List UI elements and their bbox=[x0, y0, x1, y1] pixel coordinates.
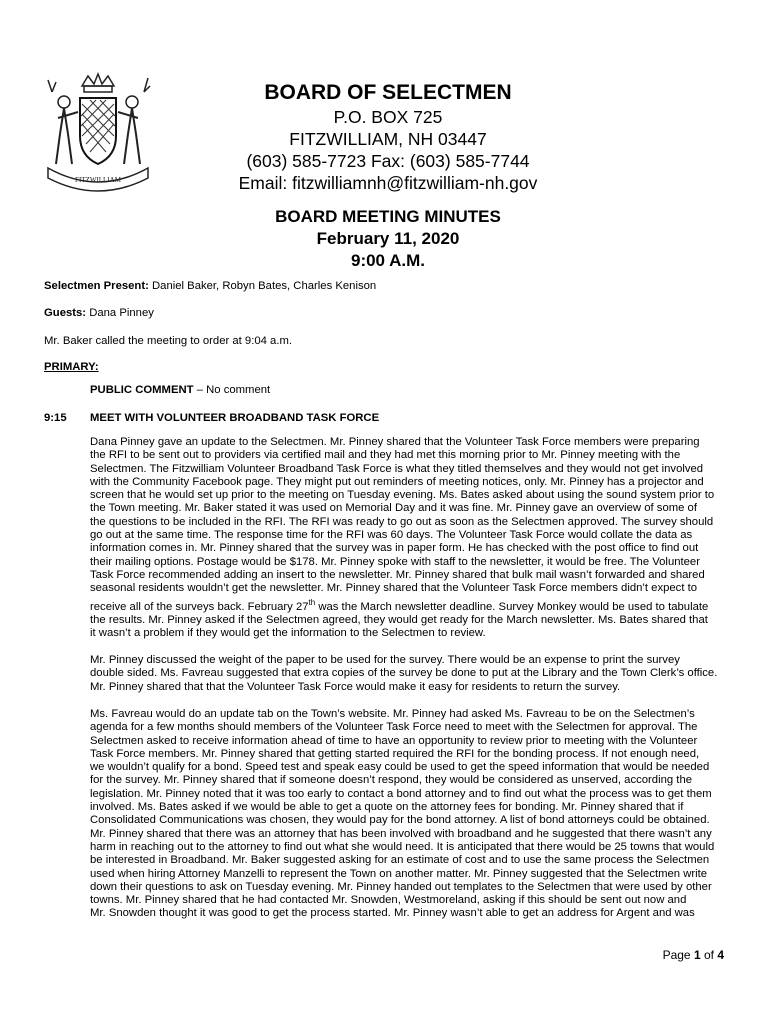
page-prefix: Page bbox=[662, 948, 694, 962]
paragraph-line: Ms. Favreau would do an update tab on the Town’s website. Mr. Pinney had asked Ms. Favreau to be on the Selectmen’s bbox=[90, 708, 695, 720]
paragraph-line: be interested in Broadband. Mr. Baker suggested asking for an estimate of cost and to use the same process the Selectmen bbox=[90, 854, 710, 867]
city-state: FITZWILLIAM, NH 03447 bbox=[289, 129, 487, 149]
town-seal-icon bbox=[38, 72, 158, 200]
paragraph-line: Consolidated Communications was chosen, they would pay for the bond attorney. A list of bond attorneys could be obtained. bbox=[90, 814, 710, 827]
paragraph-line: the Town meeting. Mr. Baker stated it was used on Memorial Day and it was fine. Mr. Pinney gave an overview of some of bbox=[90, 502, 697, 515]
paragraph-line: involved. Ms. Bates asked if we would be able to get a quote on the attorney fees for bonding. Mr. Pinney shared that if bbox=[90, 801, 684, 814]
letterhead bbox=[200, 80, 576, 272]
paragraph-line: screen that he would set up prior to the meeting on Tuesday evening. Ms. Bates asked about using the sound system prior to bbox=[90, 489, 715, 502]
paragraph-line: towns. Mr. Pinney shared that he had contacted Mr. Snowden, Westmoreland, asking if this should be sent out now and bbox=[90, 894, 687, 907]
paragraph-line: Dana Pinney gave an update to the Selectmen. Mr. Pinney shared that the Volunteer Task Force members were preparing bbox=[90, 436, 700, 448]
meeting-time: 9:00 A.M. bbox=[350, 251, 425, 270]
call-to-order: Mr. Baker called the meeting to order at 9:04 a.m. bbox=[44, 335, 293, 347]
paragraph-line: down their questions to ask on Tuesday evening. Mr. Pinney handed out templates to the Selectmen that were used by other bbox=[90, 880, 712, 893]
public-comment bbox=[90, 384, 270, 396]
phone-fax: (603) 585-7723 Fax: (603) 585-7744 bbox=[246, 151, 530, 171]
minutes-paragraph-3 bbox=[90, 708, 730, 921]
guests bbox=[44, 306, 154, 320]
public-comment-label: PUBLIC COMMENT bbox=[90, 384, 194, 396]
paragraph-line: legislation. Mr. Pinney noted that it was too early to contact a bond attorney and to find out what the process was to get them bbox=[90, 787, 712, 800]
paragraph-line: the RFI to be sent out to providers via certified mail and they had met this morning prior to Mr. Pinney meeting with the bbox=[90, 449, 681, 462]
paragraph-line: for the survey. Mr. Pinney shared that if someone doesn’t respond, they would be considered as unserved, according the bbox=[90, 774, 693, 787]
paragraph-line: Mr. Pinney shared that there was an attorney that has been involved with broadband and he suggested that there wasn’t any bbox=[90, 827, 712, 840]
paragraph-line: go out at the same time. The response time for the RFI was 60 days. The Volunteer Task Force would collate the data as bbox=[90, 529, 693, 542]
page-number bbox=[663, 948, 724, 962]
selectmen-names: Daniel Baker, Robyn Bates, Charles Kenison bbox=[152, 280, 377, 292]
page-sep: of bbox=[700, 948, 718, 962]
paragraph-line: used when hiring Attorney Manzelli to represent the Town on another matter. Mr. Pinney suggested that the Selectmen write bbox=[90, 867, 708, 880]
paragraph-line: Task Force members. Mr. Pinney shared that getting started required the RFI for the bonding process. If not enough need, bbox=[90, 747, 700, 760]
paragraph-line: Mr. Pinney shared that that the Volunteer Task Force would make it easy for residents to return the survey. bbox=[90, 680, 621, 693]
paragraph-line: their mailing options. Postage would be $178. Mr. Pinney spoke with staff to the newsletter, it would be free. The Volunteer bbox=[90, 555, 700, 568]
selectmen-present bbox=[44, 279, 376, 293]
paragraph-line: information comes in. Mr. Pinney shared that the survey was in paper form. He has checked with the post office to find out bbox=[90, 542, 699, 555]
paragraph-line: Mr. Pinney discussed the weight of the paper to be used for the survey. There would be an expense to print the survey bbox=[90, 654, 680, 666]
paragraph-line: double sided. Ms. Favreau suggested that extra copies of the survey be done to put at the Library and the Town Clerk’s office. bbox=[90, 667, 718, 680]
paragraph-line: Selectmen. The Fitzwilliam Volunteer Broadband Task Force is what they titled themselves and they would not get involved bbox=[90, 462, 704, 475]
svg-text:FITZWILLIAM: FITZWILLIAM bbox=[75, 176, 121, 184]
paragraph-line: agenda for a few months should members of the Volunteer Task Force need to meet with the Selectmen for approval. The bbox=[90, 721, 698, 734]
paragraph-line: we wouldn’t qualify for a bond. Speed test and speak easy could be used to get the speed information that would be needed bbox=[90, 761, 710, 774]
org-name: BOARD OF SELECTMEN bbox=[264, 81, 512, 104]
paragraph-line: Mr. Snowden thought it was good to get the process started. Mr. Pinney wasn’t able to get an address for Argent and was bbox=[90, 907, 695, 920]
paragraph-line: Selectmen asked to receive information ahead of time to have an opportunity to review prior to meeting with the Volunteer bbox=[90, 734, 698, 747]
selectmen-label: Selectmen Present: bbox=[44, 280, 149, 292]
paragraph-line: the questions to be included in the RFI. The RFI was ready to go out as soon as the Selectmen approved. The survey should bbox=[90, 515, 714, 528]
paragraph-line: seasonal residents wouldn’t get the newsletter. Mr. Pinney shared that the Volunteer Task Force members didn’t expect to bbox=[90, 582, 698, 595]
email-address: Email: fitzwilliamnh@fitzwilliam-nh.gov bbox=[238, 173, 538, 193]
paragraph-line: Task Force recommended adding an insert to the newsletter. Mr. Pinney shared that bulk mail wasn’t forwarded and shared bbox=[90, 568, 705, 581]
paragraph-line: with the Community Facebook page. They might put out reminders of meeting notices, only. Mr. Pinney has a projector and bbox=[90, 475, 704, 488]
guests-label: Guests: bbox=[44, 307, 87, 319]
agenda-item-time: 9:15 bbox=[44, 412, 67, 424]
paragraph-line: it wasn’t a problem if they would get the information to the Selectmen to review. bbox=[90, 626, 486, 639]
paragraph-line: receive all of the surveys back. February 27th was the March newsletter deadline. Survey Monkey would be used to tabulate bbox=[90, 597, 709, 613]
section-primary: PRIMARY: bbox=[44, 361, 99, 373]
meeting-date: February 11, 2020 bbox=[316, 229, 460, 248]
page-total: 4 bbox=[717, 948, 724, 962]
public-comment-text: – No comment bbox=[193, 384, 271, 396]
po-box: P.O. BOX 725 bbox=[333, 107, 443, 127]
guests-names: Dana Pinney bbox=[89, 307, 154, 319]
paragraph-line: the results. Mr. Pinney asked if the Selectmen agreed, they would get ready for the March newsletter. Ms. Bates shared that bbox=[90, 613, 708, 626]
agenda-item-title: MEET WITH VOLUNTEER BROADBAND TASK FORCE bbox=[90, 412, 380, 424]
page-current: 1 bbox=[693, 948, 701, 962]
document-title: BOARD MEETING MINUTES bbox=[275, 207, 501, 226]
minutes-paragraph-2 bbox=[90, 654, 730, 694]
minutes-paragraph-1 bbox=[90, 436, 730, 640]
paragraph-line: harm in reaching out to the attorney to find out what she would need. It is anticipated that there would be 25 towns that would bbox=[90, 840, 715, 853]
